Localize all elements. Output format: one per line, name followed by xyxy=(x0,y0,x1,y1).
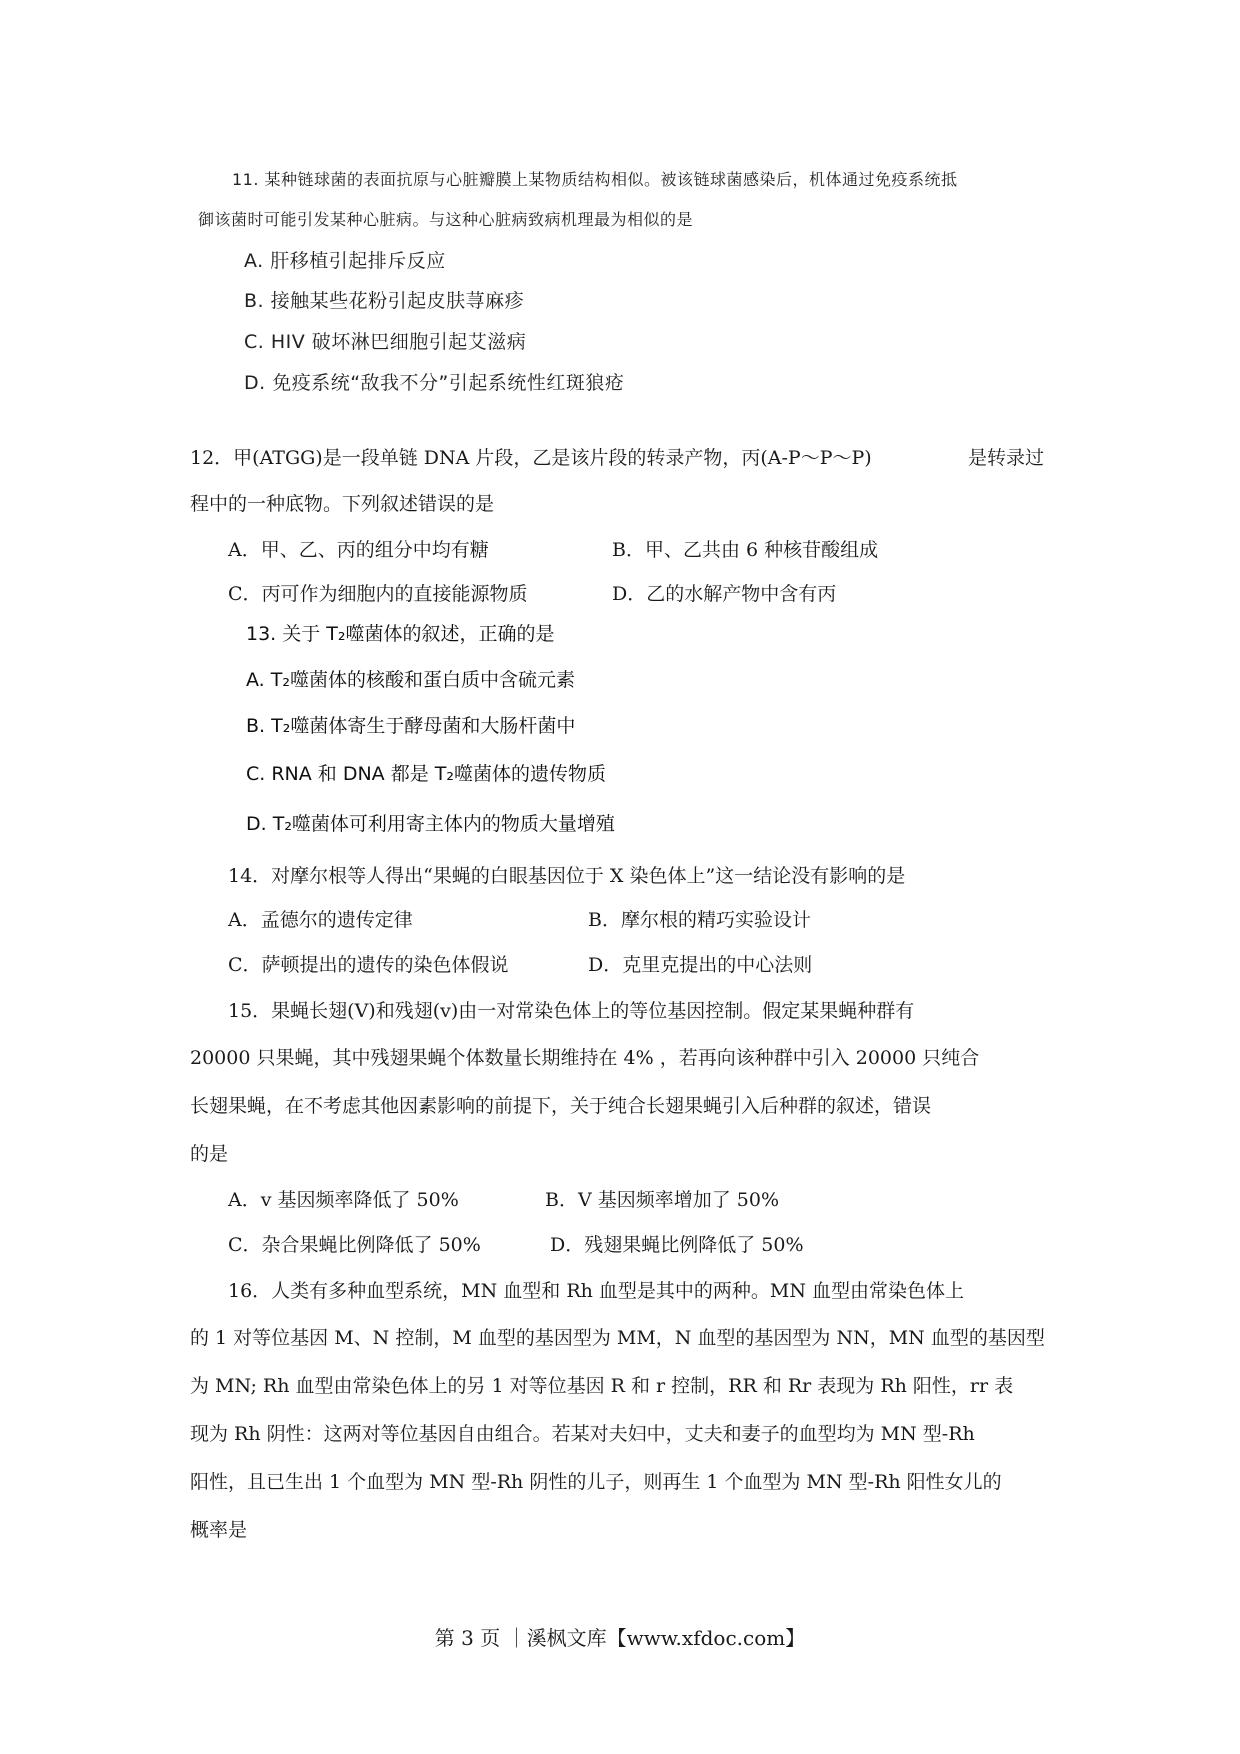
question-15-stem-line-4: 的是 xyxy=(190,1143,229,1165)
question-16-stem-line-5: 阳性，且已生出 1 个血型为 MN 型-Rh 阴性的儿子，则再生 1 个血型为 MN 型-Rh 阳性女儿的 xyxy=(190,1471,1002,1493)
question-11-option-a: A. 肝移植引起排斥反应 xyxy=(244,250,446,272)
question-13-option-a: A. T₂噬菌体的核酸和蛋白质中含硫元素 xyxy=(246,669,575,691)
question-15-stem-line-2: 20000 只果蝇，其中残翅果蝇个体数量长期维持在 4% ，若再向该种群中引入 20000 只纯合 xyxy=(190,1047,980,1069)
question-12-option-d: D．乙的水解产物中含有丙 xyxy=(612,583,837,605)
question-13-option-c: C. RNA 和 DNA 都是 T₂噬菌体的遗传物质 xyxy=(246,763,606,785)
question-12-stem-line-1: 12．甲(ATGG)是一段单链 DNA 片段，乙是该片段的转录产物，丙(A-P～P～P) xyxy=(190,447,872,469)
question-16-stem-line-2: 的 1 对等位基因 M、N 控制，M 血型的基因型为 MM，N 血型的基因型为 NN，MN 血型的基因型 xyxy=(190,1327,1045,1349)
question-14-stem: 14．对摩尔根等人得出“果蝇的白眼基因位于 X 染色体上”这一结论没有影响的是 xyxy=(228,865,906,887)
question-15-option-d: D．残翅果蝇比例降低了 50% xyxy=(550,1234,804,1256)
question-11-stem-line-1: 11. 某种链球菌的表面抗原与心脏瓣膜上某物质结构相似。被该链球菌感染后，机体通过免疫系统抵 xyxy=(232,170,958,189)
question-14-option-c: C．萨顿提出的遗传的染色体假说 xyxy=(228,954,509,976)
question-11-stem-line-2: 御该菌时可能引发某种心脏病。与这种心脏病致病机理最为相似的是 xyxy=(198,210,694,229)
question-12-option-a: A．甲、乙、丙的组分中均有糖 xyxy=(228,539,489,561)
question-15-option-b: B．V 基因频率增加了 50% xyxy=(545,1189,779,1211)
question-14-option-a: A．孟德尔的遗传定律 xyxy=(228,909,413,931)
question-12-option-c: C．丙可作为细胞内的直接能源物质 xyxy=(228,583,528,605)
question-16-stem-line-1: 16．人类有多种血型系统，MN 血型和 Rh 血型是其中的两种。MN 血型由常染色体上 xyxy=(228,1280,965,1302)
question-12-stem-line-1-end: 是转录过 xyxy=(968,447,1045,469)
question-11-option-c: C. HIV 破坏淋巴细胞引起艾滋病 xyxy=(244,331,527,353)
question-16-stem-line-4: 现为 Rh 阴性：这两对等位基因自由组合。若某对夫妇中，丈夫和妻子的血型均为 MN 型-Rh xyxy=(190,1423,975,1445)
question-13-option-b: B. T₂噬菌体寄生于酵母菌和大肠杆菌中 xyxy=(246,715,576,737)
question-12-stem-line-2: 程中的一种底物。下列叙述错误的是 xyxy=(190,493,495,515)
question-12-option-b: B．甲、乙共由 6 种核苷酸组成 xyxy=(612,539,879,561)
question-11-option-d: D. 免疫系统“敌我不分”引起系统性红斑狼疮 xyxy=(244,372,625,394)
question-13-stem: 13. 关于 T₂噬菌体的叙述，正确的是 xyxy=(246,623,555,645)
question-14-option-b: B．摩尔根的精巧实验设计 xyxy=(588,909,811,931)
question-11-option-b: B. 接触某些花粉引起皮肤荨麻疹 xyxy=(244,290,525,312)
question-15-option-c: C．杂合果蝇比例降低了 50% xyxy=(228,1234,481,1256)
question-13-option-d: D. T₂噬菌体可利用寄主体内的物质大量增殖 xyxy=(246,813,615,835)
page-footer: 第 3 页 ｜溪枫文库【www.xfdoc.com】 xyxy=(434,1626,806,1650)
question-16-stem-line-3: 为 MN; Rh 血型由常染色体上的另 1 对等位基因 R 和 r 控制，RR 和 Rr 表现为 Rh 阳性，rr 表 xyxy=(190,1375,1014,1397)
question-15-stem-line-1: 15．果蝇长翅(V)和残翅(v)由一对常染色体上的等位基因控制。假定某果蝇种群有 xyxy=(228,1000,915,1022)
question-15-stem-line-3: 长翅果蝇，在不考虑其他因素影响的前提下，关于纯合长翅果蝇引入后种群的叙述，错误 xyxy=(190,1095,932,1117)
question-14-option-d: D．克里克提出的中心法则 xyxy=(588,954,813,976)
question-16-stem-line-6: 概率是 xyxy=(190,1519,248,1541)
question-15-option-a: A．v 基因频率降低了 50% xyxy=(228,1189,459,1211)
